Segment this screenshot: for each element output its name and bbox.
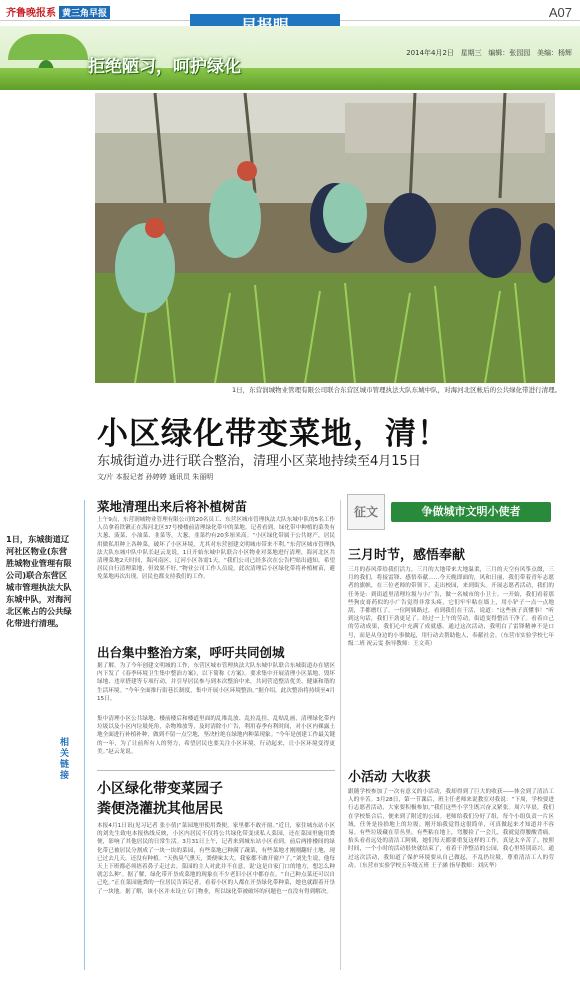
essay-tag: 征文 — [347, 494, 385, 530]
essay2-body: 跟随学校参加了一次有意义的小活动，我却得到了巨大的收获——体会到了清洁工人的辛苦。3月28日，第一节课后，班主任老师来说教室对我说：“下周，学校要进行志愿者活动，大家要积极参加。”我们这些小学生既兴奋又紧张。周六早晨，我们在学校集合后，便来到了附近的公园。老师给我们分好了组，每个小组负责一片区域，任务是捡拾地上的垃圾。刚开始我觉得这很简单，可真做起来才知道并不容易。有些垃圾藏在草丛里，有些粘在地上，弯腰捡了一会儿，我就觉得腰酸背痛。抬头看看远处的清洁工阿姨，她们每天都要重复这样的工作，真是太辛苦了。按照时间，一个小时的活动很快就结束了，看着干净整洁的公园，我心里特别高兴。通过这次活动，我知道了保护环境要从自己做起，不乱扔垃圾，尊重清洁工人的劳动。（东营市实验学校五年级五班 王子涵 指导教师：刘庆华） — [348, 789, 554, 869]
main-headline: 小区绿化带变菜地，清！ — [97, 416, 449, 452]
section3-title-2: 粪便浇灌扰其他居民 — [97, 801, 223, 817]
related-link-label: 相关链接 — [60, 738, 70, 781]
hill-illustration — [8, 34, 88, 60]
essay2-title: 小活动 大收获 — [348, 770, 431, 785]
essay-banner-title: 争做城市文明小使者 — [391, 502, 551, 522]
sub-brand-badge: 黄三角早报 — [59, 6, 110, 19]
masthead — [6, 4, 110, 19]
section3-title-1: 小区绿化带变菜园子 — [97, 781, 223, 797]
issue-weekday: 星期三 — [460, 49, 482, 57]
section2-title: 出台集中整治方案，呼吁共同创城 — [97, 645, 285, 660]
green-banner — [0, 26, 580, 90]
column-divider — [340, 500, 341, 970]
page-number: A07 — [548, 5, 572, 20]
left-divider — [84, 500, 85, 970]
section3-body: 本报4月1日讯(见习记者 张小倩)“菜园地里使用粪便，家里都不敢开窗。”近日，家住城东站小区的刘先生致电本报热线反映，小区内居民不仅将公共绿化带变成私人菜园，还在菜园里施用粪便，影响了其他居民的日常生活。3月31日上午，记者来到城东站小区看到，前后两排楼间的绿化带已被居民分割成了一块一块的菜园，有些菜地已种满了蔬菜，有些菜地才刚刚翻好土地，现已过去几天，还没有种植。“天热臭气熏天，粪便味太大，我家都不敢开窗户了。”刘先生说，他每天上下班都必须捂着鼻子走过去。菜园的主人对此并不在意，说‘这是自家门口的地方，想怎么种就怎么种’。据了解，绿化带开垦成菜地的现象在不少老旧小区中都存在。“自己种点菜还可以自己吃。”正在菜园施粪的一位居民告诉记者，看着小区的人都在开垦绿化带种菜，她也就跟着开垦了一块地。据了解，该小区并未设立专门物业，所以绿化带被破坏的问题也一直没有得到解决。 — [97, 823, 335, 895]
section1-body: 上午9点，东营润城物业管理有限公司的20名员工、东营区城市管理执法大队东城中队的5名工作人员拿着铁锹正在海河北区37号楼楼前清理绿化带中的菜地。记者看到，绿化带中种植的菜类有大葱、菠菜、小油菜、韭菜等，大葱、韭菜约有20多厘米高。“小区绿化带属于公共财产，居民用做私用种上各种菜，破坏了小区环境，尤其对东营创建文明城市带来不利。”东营区城市管理执法大队东城中队中队长赵云龙说，1日开始东城中队联合小区物业对菜地进行清理，海河北区共清理菜地2天时间，海河南区、辽河小区各需1天。“我们公司已经多次在公告栏贴出通知，希望居民自行清理菜地，但效果不好。”物业公司工作人员说，此次清理后小区绿化带将补植树苗，避免菜地再次出现，居民也都支持我们的工作。 — [97, 517, 335, 581]
issue-date: 2014年4月2日 — [406, 49, 454, 57]
grass-strip — [0, 68, 580, 90]
essay1-title: 三月时节，感悟奉献 — [348, 548, 466, 563]
left-summary-note: 1日，东城街道辽河社区物业(东营胜城物业管理有限公司)联合东营区城市管理执法大队东城中队，对海河北区帐占的公共绿化带进行清理。 — [6, 534, 72, 628]
photo-caption: 1日，东营润城物业管理有限公司联合东营区城市管理执法大队东城中队，对海河北区帐后的公共绿化带进行清理。 — [232, 386, 562, 394]
banner-slogan: 拒绝陋习，呵护绿化 — [88, 57, 241, 77]
paper-name: 齐鲁晚报系 — [6, 8, 56, 19]
section2-body-b: 集中清理小区公共绿地、楼前楼后和楼道里面的乱堆乱放、乱拉乱挂、乱贴乱画，清理绿化带内垃圾以及小区内垃圾死角，杂物堆放等，及时清除小广告，利用春季有利时间，对小区内裸露土地全面进行补植补种，做到不留一点空地，坚决杜绝在绿地内种菜现象。“今年是创建工作最关键的一年，为了让前所有人的努力，希望居民也要关注小区环境，行动起来，让小区环境变得更美。”赵云龙说。 — [97, 716, 335, 755]
designer-credit: 美编：杨辉 — [537, 49, 572, 57]
essay-column-banner — [343, 494, 553, 528]
section-rule — [97, 770, 335, 771]
byline: 文/片 本报记者 孙婷婷 通讯员 朱丽明 — [97, 473, 214, 481]
dateline — [406, 48, 572, 58]
essay1-body: 三月的春风带给我们活力，三月的大地带来大地温柔，三月的天空有风筝点缀，三月的我们，将接雷锋、感悟奉献……今天晚即面的，风和日丽，我们带着青年志愿者的旗帜，在三位老师的带领下，走出校园，来到街头。开展志愿者活动，我们的任务是：到街道里清理垃圾与小广告，做一名城市的小卫士。一开始，我们看着那些狗皮膏药似的小广告觉得非常头疼，它们牢牢粘在墙上，用小铲子一点一点地刮，手都磨红了。一位阿姨路过，看到我们在干活，说道：“这些孩子真懂事！”听到这句话，我们干劲更足了。经过一上午的劳动，街道变得整洁干净了。看着自己的劳动成果，我们心中充满了成就感。通过这次活动，我明白了雷锋精神不是口号，而是从身边的小事做起，用行动去帮助他人、奉献社会。（东营市实验学校七年级二班 祝云雯 指导教师：王文英） — [348, 567, 554, 647]
main-subhead: 东城街道办进行联合整治，清理小区菜地持续至4月15日 — [97, 454, 421, 469]
news-photo — [95, 93, 555, 383]
editor-credit: 编辑：张园园 — [488, 49, 531, 57]
section1-title: 菜地清理出来后将补植树苗 — [97, 499, 248, 514]
section2-body: 据了解，为了今年创建文明城的工作，东营区城市管理执法大队东城中队联合东城街道办在辖区内下发了《春季环境卫生集中整治方案》，以下简称《方案》。要求集中开展清理小区菜地、毁坏绿地、违章搭建等专项行动，并引导居民参与到本次整治中来，共同营造整洁优美、健康和谐的生活环境。“今年全面推行街巷长制度，集中开展小区环境整治。”据介绍，此次整治将持续至4月15日。 — [97, 663, 335, 702]
